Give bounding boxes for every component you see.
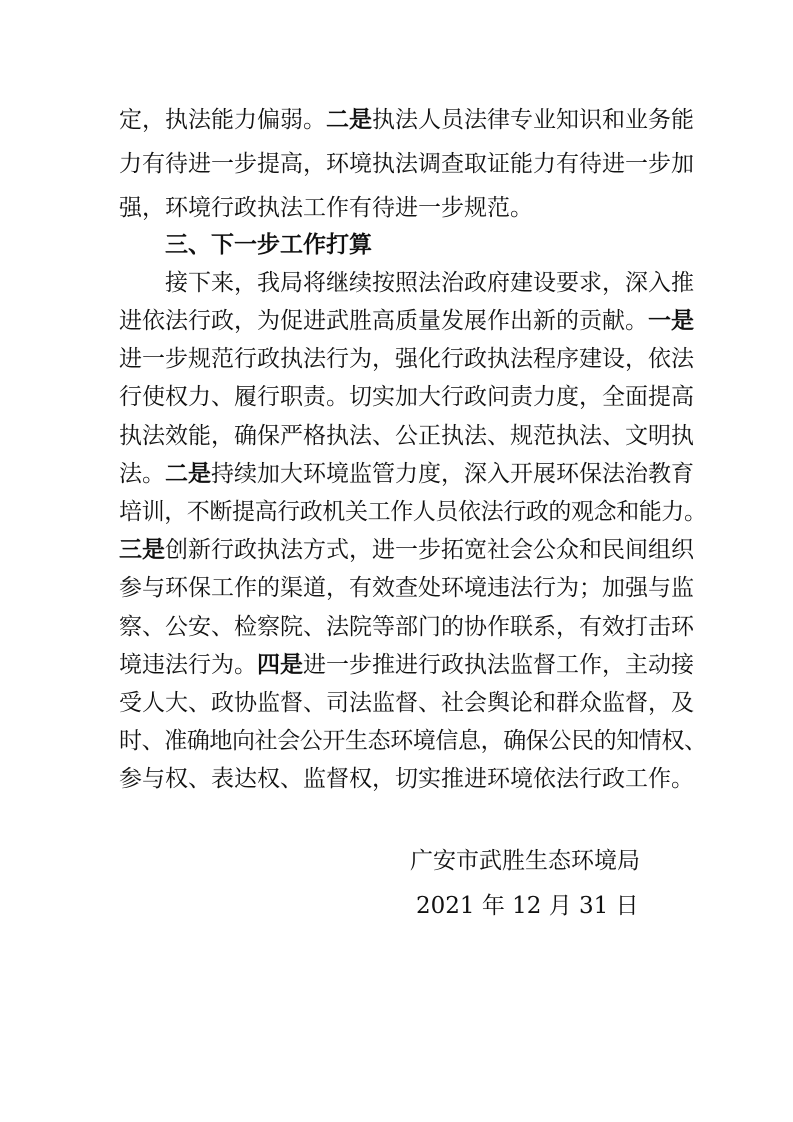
- paragraph-line: 执法效能，确保严格执法、公正执法、规范执法、文明执: [119, 423, 694, 449]
- paragraph-line: 培训，不断提高行政机关工作人员依法行政的观念和能力。: [119, 499, 707, 525]
- paragraph-line: 察、公安、检察院、法院等部门的协作联系，有效打击环: [119, 614, 694, 640]
- paragraph-line: [119, 304, 694, 338]
- text-run: 持续加大环境监管力度，深入开展环保法治教育: [211, 461, 694, 487]
- paragraph-line: 进一步规范行政执法行为，强化行政执法程序建设，依法: [119, 346, 694, 372]
- bold-marker: 一是: [648, 307, 694, 334]
- signature-date: 2021 年 12 月 31 日: [416, 893, 639, 919]
- signature-organization: 广安市武胜生态环境局: [410, 848, 640, 874]
- bold-marker: 二是: [165, 460, 211, 487]
- text-run: 进一步推进行政执法监督工作，主动接: [303, 652, 694, 678]
- paragraph-line: 力有待进一步提高，环境执法调查取证能力有待进一步加: [119, 151, 694, 177]
- bold-marker: 二是: [326, 106, 372, 133]
- paragraph-line: 受人大、政协监督、司法监督、社会舆论和群众监督，及: [119, 690, 694, 716]
- text-run: 创新行政执法方式，进一步拓宽社会公众和民间组织: [165, 537, 694, 563]
- paragraph-line: [119, 457, 694, 491]
- text-run: 进依法行政，为促进武胜高质量发展作出新的贡献。: [119, 308, 648, 334]
- paragraph-line: 强，环境行政执法工作有待进一步规范。: [119, 195, 533, 221]
- text-run: 境违法行为。: [119, 652, 257, 678]
- paragraph-line: [119, 533, 694, 567]
- bold-marker: 三是: [119, 536, 165, 563]
- paragraph-line: 行使权力、履行职责。切实加大行政问责力度，全面提高: [119, 384, 694, 410]
- paragraph-line: 参与环保工作的渠道，有效查处环境违法行为；加强与监: [119, 575, 694, 601]
- section-heading: 三、下一步工作打算: [165, 231, 372, 258]
- paragraph-line: 接下来，我局将继续按照法治政府建设要求，深入推: [165, 270, 694, 296]
- text-run: 定，执法能力偏弱。: [119, 107, 326, 133]
- bold-marker: 四是: [257, 651, 303, 678]
- paragraph-line: [119, 103, 694, 137]
- paragraph-line: [119, 648, 694, 682]
- text-run: 执法人员法律专业知识和业务能: [372, 107, 694, 133]
- paragraph-line: 参与权、表达权、监督权，切实推进环境依法行政工作。: [119, 766, 694, 792]
- paragraph-line: 时、准确地向社会公开生态环境信息，确保公民的知情权、: [119, 728, 707, 754]
- text-run: 法。: [119, 461, 165, 487]
